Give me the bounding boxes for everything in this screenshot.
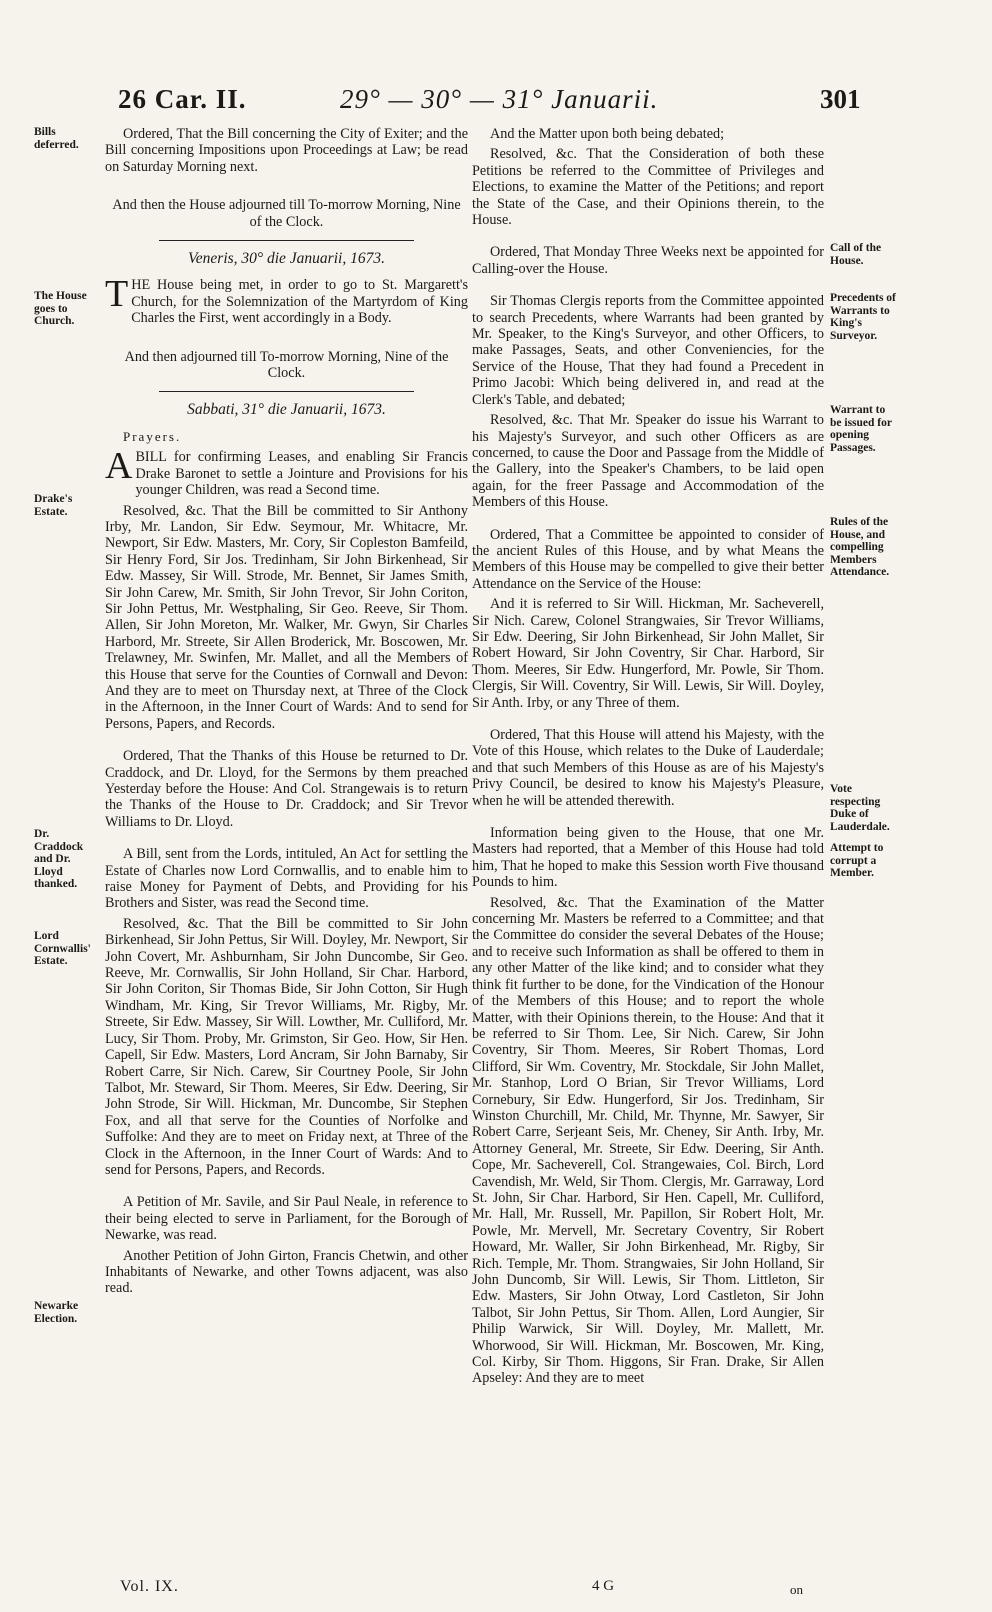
header-dates: 29° — 30° — 31° Januarii. [340, 84, 659, 114]
warrant-resolution: Resolved, &c. That Mr. Speaker do issue his Warrant to his Majesty's Surveyor, and such other Officers as are concerned, to cause the Door and Passage from the Middle of the Gallery, into the Speaker's Chambers, to be laid open again, for the freer Passage and Accommodation of the Members of this House. [472, 412, 824, 511]
margin-note-rules-attendance: Rules of the House, and compelling Members Attendance. [830, 516, 890, 578]
date-sabbati: Sabbati, 31° die Januarii, 1673. [187, 401, 386, 419]
masters-information: Information being given to the House, that one Mr. Masters had reported, that a Member of this House had told him, That he hoped to make this Session worth Five thousand Pounds to him. [472, 825, 824, 891]
regnal-year: 26 Car. II. [118, 84, 247, 114]
margin-note-newarke-election: Newarke Election. [34, 1300, 79, 1325]
catchword: on [790, 1582, 803, 1597]
margin-note-precedents: Precedents of Warrants to King's Surveyor. [830, 292, 896, 342]
margin-note-house-goes-to-church: The House goes to Church. [34, 290, 87, 327]
prayers-heading: Prayers. [123, 428, 182, 444]
left-column [105, 126, 468, 1301]
cornwallis-committee: Resolved, &c. That the Bill be committed to Sir John Birkenhead, Sir John Pettus, Sir Will. Doyley, Mr. Newport, Sir John Covert, Mr. Ashburnham, Sir John Duncombe, Sir Geo. Reeve, Mr. Cornwallis, Sir John Holland, Sir Char. Harbord, Sir John Coriton, Sir Thomas Bide, Sir John Cotton, Sir Hugh Windham, Mr. King, Sir Trevor Williams, Mr. Rigby, Mr. Streete, Sir Edw. Massey, Sir Will. Lowther, Mr. Culliford, Mr. Lucy, Sir Thom. Proby, Mr. Grimston, Sir Geo. How, Sir Hen. Capell, Sir Edw. Masters, Lord Ancram, Sir John Barnaby, Sir Robert Carre, Sir Nich. Carew, Sir Courtney Poole, Sir John Talbot, Mr. Steward, Sir Thom. Meeres, Sir Edw. Deering, Sir John Strode, Sir Will. Hickman, Mr. Duncombe, Sir Stephen Fox, and all that serve for the Counties of Norfolke and Suffolke: And they are to meet on Friday next, at Three of the Clock in the Afternoon, in the Inner Court of Wards: And to send for Persons, Papers, and Records. [105, 915, 468, 1178]
rules-committee-members: And it is referred to Sir Will. Hickman, Mr. Sacheverell, Sir Nich. Carew, Colonel Strangwaies, Sir Trevor Williams, Sir Edw. Deering, Sir John Birkenhead, Sir John Mallet, Sir Robert Howard, Sir John Coventry, Sir Char. Harbord, Sir Thom. Meeres, Sir Edw. Hungerford, Mr. Powle, Sir Thom. Clergis, Sir Will. Coventry, Sir Will. Lewis, Sir Will. Doyley, Sir Anth. Irby, or any Three of them. [472, 596, 824, 711]
margin-note-warrant-passages: Warrant to be issued for opening Passages. [830, 404, 892, 454]
margin-note-bills-deferred: Bills deferred. [34, 126, 79, 151]
thanks-order: Ordered, That the Thanks of this House be returned to Dr. Craddock, and Dr. Lloyd, for the Sermons by them preached Yesterday before the House: And Col. Strangewais is to return the Thanks of the House to Dr. Craddock; and Sir Trevor Williams to Dr. Lloyd. [105, 748, 468, 830]
rules-committee-order: Ordered, That a Committee be appointed to consider of the ancient Rules of this House, and by what Means the Members of this House may be compelled to give their better Attendance on the Service of the House: [472, 526, 824, 592]
running-header [0, 84, 992, 124]
lauderdale-order: Ordered, That this House will attend his Majesty, with the Vote of this House, which relates to the Duke of Lauderdale; and that such Members of this House as are of his Majesty's Privy Council, be desired to know his Majesty's Pleasure, when he will be attended therewith. [472, 727, 824, 809]
right-column [472, 126, 824, 1391]
petitions-referred: Resolved, &c. That the Consideration of both these Petitions be referred to the Committee of Privileges and Elections, to examine the Matter of the Petitions; and report the State of the Case, and their Opinions therein, to the House. [472, 146, 824, 229]
signature-mark: 4 G [592, 1578, 615, 1594]
margin-note-craddock-lloyd: Dr. Craddock and Dr. Lloyd thanked. [34, 828, 84, 890]
adjournment-1: And then the House adjourned till To-morrow Morning, Nine of the Clock. [112, 197, 461, 230]
newarke-petition: A Petition of Mr. Savile, and Sir Paul Neale, in reference to their being elected to serve in Parliament, for the Borough of Newarke, was read. [105, 1194, 468, 1244]
cornwallis-bill: A Bill, sent from the Lords, intituled, An Act for settling the Estate of Charles now Lord Cornwallis, and to enable him to raise Money for Payment of Debts, and Providing for his Brothers and Sister, was read the Second time. [105, 846, 468, 912]
drop-cap-a: A [105, 445, 133, 488]
order-bills-exiter: Ordered, That the Bill concerning the City of Exiter; and the Bill concerning Impositions upon Proceedings at Law; be read on Saturday Morning next. [105, 126, 468, 175]
adjournment-2: And then adjourned till To-morrow Morning, Nine of the Clock. [124, 348, 449, 382]
volume-label: Vol. IX. [120, 1578, 179, 1595]
drake-bill: A BILL for confirming Leases, and enabling Sir Francis Drake Baronet to settle a Jointure and Provisions for his younger Children, was read a Second time. [105, 445, 468, 499]
section-rule [159, 240, 413, 241]
date-veneris: Veneris, 30° die Januarii, 1673. [188, 250, 385, 268]
page-number: 301 [820, 84, 861, 114]
margin-note-lauderdale: Vote respecting Duke of Lauderdale. [830, 783, 890, 833]
clergis-report: Sir Thomas Clergis reports from the Committee appointed to search Precedents, where Warrants had been granted by Mr. Speaker, to the King's Surveyor, and other Officers, to make Passages, Seats, and other Conveniencies, for the Service of the House, That they had found a Precedent in Primo Jacobi: Which being delivered in, and read at the Clerk's Table, and debated; [472, 293, 824, 408]
drop-cap-t: T [105, 273, 129, 316]
call-of-house-order: Ordered, That Monday Three Weeks next be appointed for Calling-over the House. [472, 244, 824, 277]
margin-note-call-of-house: Call of the House. [830, 242, 882, 267]
margin-note-cornwallis-estate: Lord Cornwallis' Estate. [34, 930, 91, 967]
margin-note-drakes-estate: Drake's Estate. [34, 493, 73, 518]
girton-petition: Another Petition of John Girton, Francis Chetwin, and other Inhabitants of Newarke, and other Towns adjacent, was also read. [105, 1247, 468, 1297]
section-rule [159, 391, 413, 392]
church-paragraph: THE House being met, in order to go to St. Margarett's Church, for the Solemnization of the Martyrdom of King Charles the First, went accordingly in a Body. [105, 273, 468, 327]
matter-debated: And the Matter upon both being debated; [490, 126, 725, 142]
drake-committee: Resolved, &c. That the Bill be committed to Sir Anthony Irby, Mr. Landon, Sir Edw. Seymour, Mr. Whitacre, Mr. Newport, Sir Edw. Masters, Mr. Cory, Sir Copleston Bamfeild, Sir Henry Ford, Sir Jos. Tredinham, Sir John Birkenhead, Sir Edw. Massey, Sir Will. Strode, Mr. Bennet, Sir James Smith, Sir John Carew, Mr. Smith, Sir John Trevor, Sir John Coriton, Sir John Pettus, Mr. Westphaling, Sir Geo. Reeve, Sir Thom. Allen, Sir John Moreton, Mr. Walker, Mr. Gwyn, Sir Charles Harbord, Mr. Streete, Sir Allen Broderick, Mr. Boscowen, Mr. Trelawney, Mr. Swinfen, Mr. Mallet, and all the Members of this House that serve for the Counties of Cornwall and Devon: And they are to meet on Thursday next, at Three of the Clock in the Afternoon, in the Inner Court of Wards: And to send for Persons, Papers, and Records. [105, 502, 468, 732]
margin-note-corrupt-member: Attempt to corrupt a Member. [830, 842, 884, 879]
masters-committee: Resolved, &c. That the Examination of the Matter concerning Mr. Masters be referred to a Committee; and that the Committee do consider the several Debates of the House; and to receive such Information as shall be offered to them in any other Matter of the like kind; and to consider what they think fit further to be done, for the Vindication of the Honour of the Members of this House; and to report the whole Matter, with their Opinions therein, to the House: And that it be referred to Sir Thom. Lee, Sir Nich. Carew, Sir John Coventry, Sir Thom. Meeres, Sir Robert Thomas, Lord Clifford, Sir Wm. Coventry, Mr. Stockdale, Sir John Mallet, Mr. Stanhop, Lord O Brian, Sir Trevor Williams, Lord Cornebury, Sir Edw. Hungerford, Sir Jos. Tredinham, Sir Winston Churchill, Mr. Child, Mr. Thynne, Mr. Sawyer, Sir Robert Carre, Serjeant Seis, Mr. Cheney, Sir Anth. Irby, Mr. Attorney General, Mr. Streete, Sir Edw. Deering, Sir Anth. Cope, Mr. Sacheverell, Col. Strangewaies, Col. Birch, Lord Cavendish, Mr. Weld, Sir Thom. Clergis, Mr. Garraway, Lord St. John, Sir Char. Harbord, Sir Hen. Capell, Mr. Culliford, Mr. Hall, Mr. Russell, Mr. Papillon, Sir Robert Holt, Mr. Powle, Mr. Mervell, Mr. Secretary Coventry, Sir Robert Howard, Mr. Waller, Sir John Birkenhead, Mr. Rigby, Sir Rich. Temple, Mr. Thom. Strangwaies, Sir John Holland, Sir John Duncomb, Sir Will. Lewis, Sir Thom. Littleton, Sir Edw. Masters, Sir John Otway, Lord Castleton, Sir John Talbot, Sir John Pettus, Sir Thom. Allen, Lord Aungier, Sir Philip Warwick, Sir Will. Doyley, Mr. Mallett, Mr. Whorwood, Sir Will. Hickman, Mr. Boscowen, Mr. King, Col. Kirby, Sir Thom. Higgons, Sir Fran. Drake, Sir Allen Apseley: And they are to meet [472, 894, 824, 1387]
